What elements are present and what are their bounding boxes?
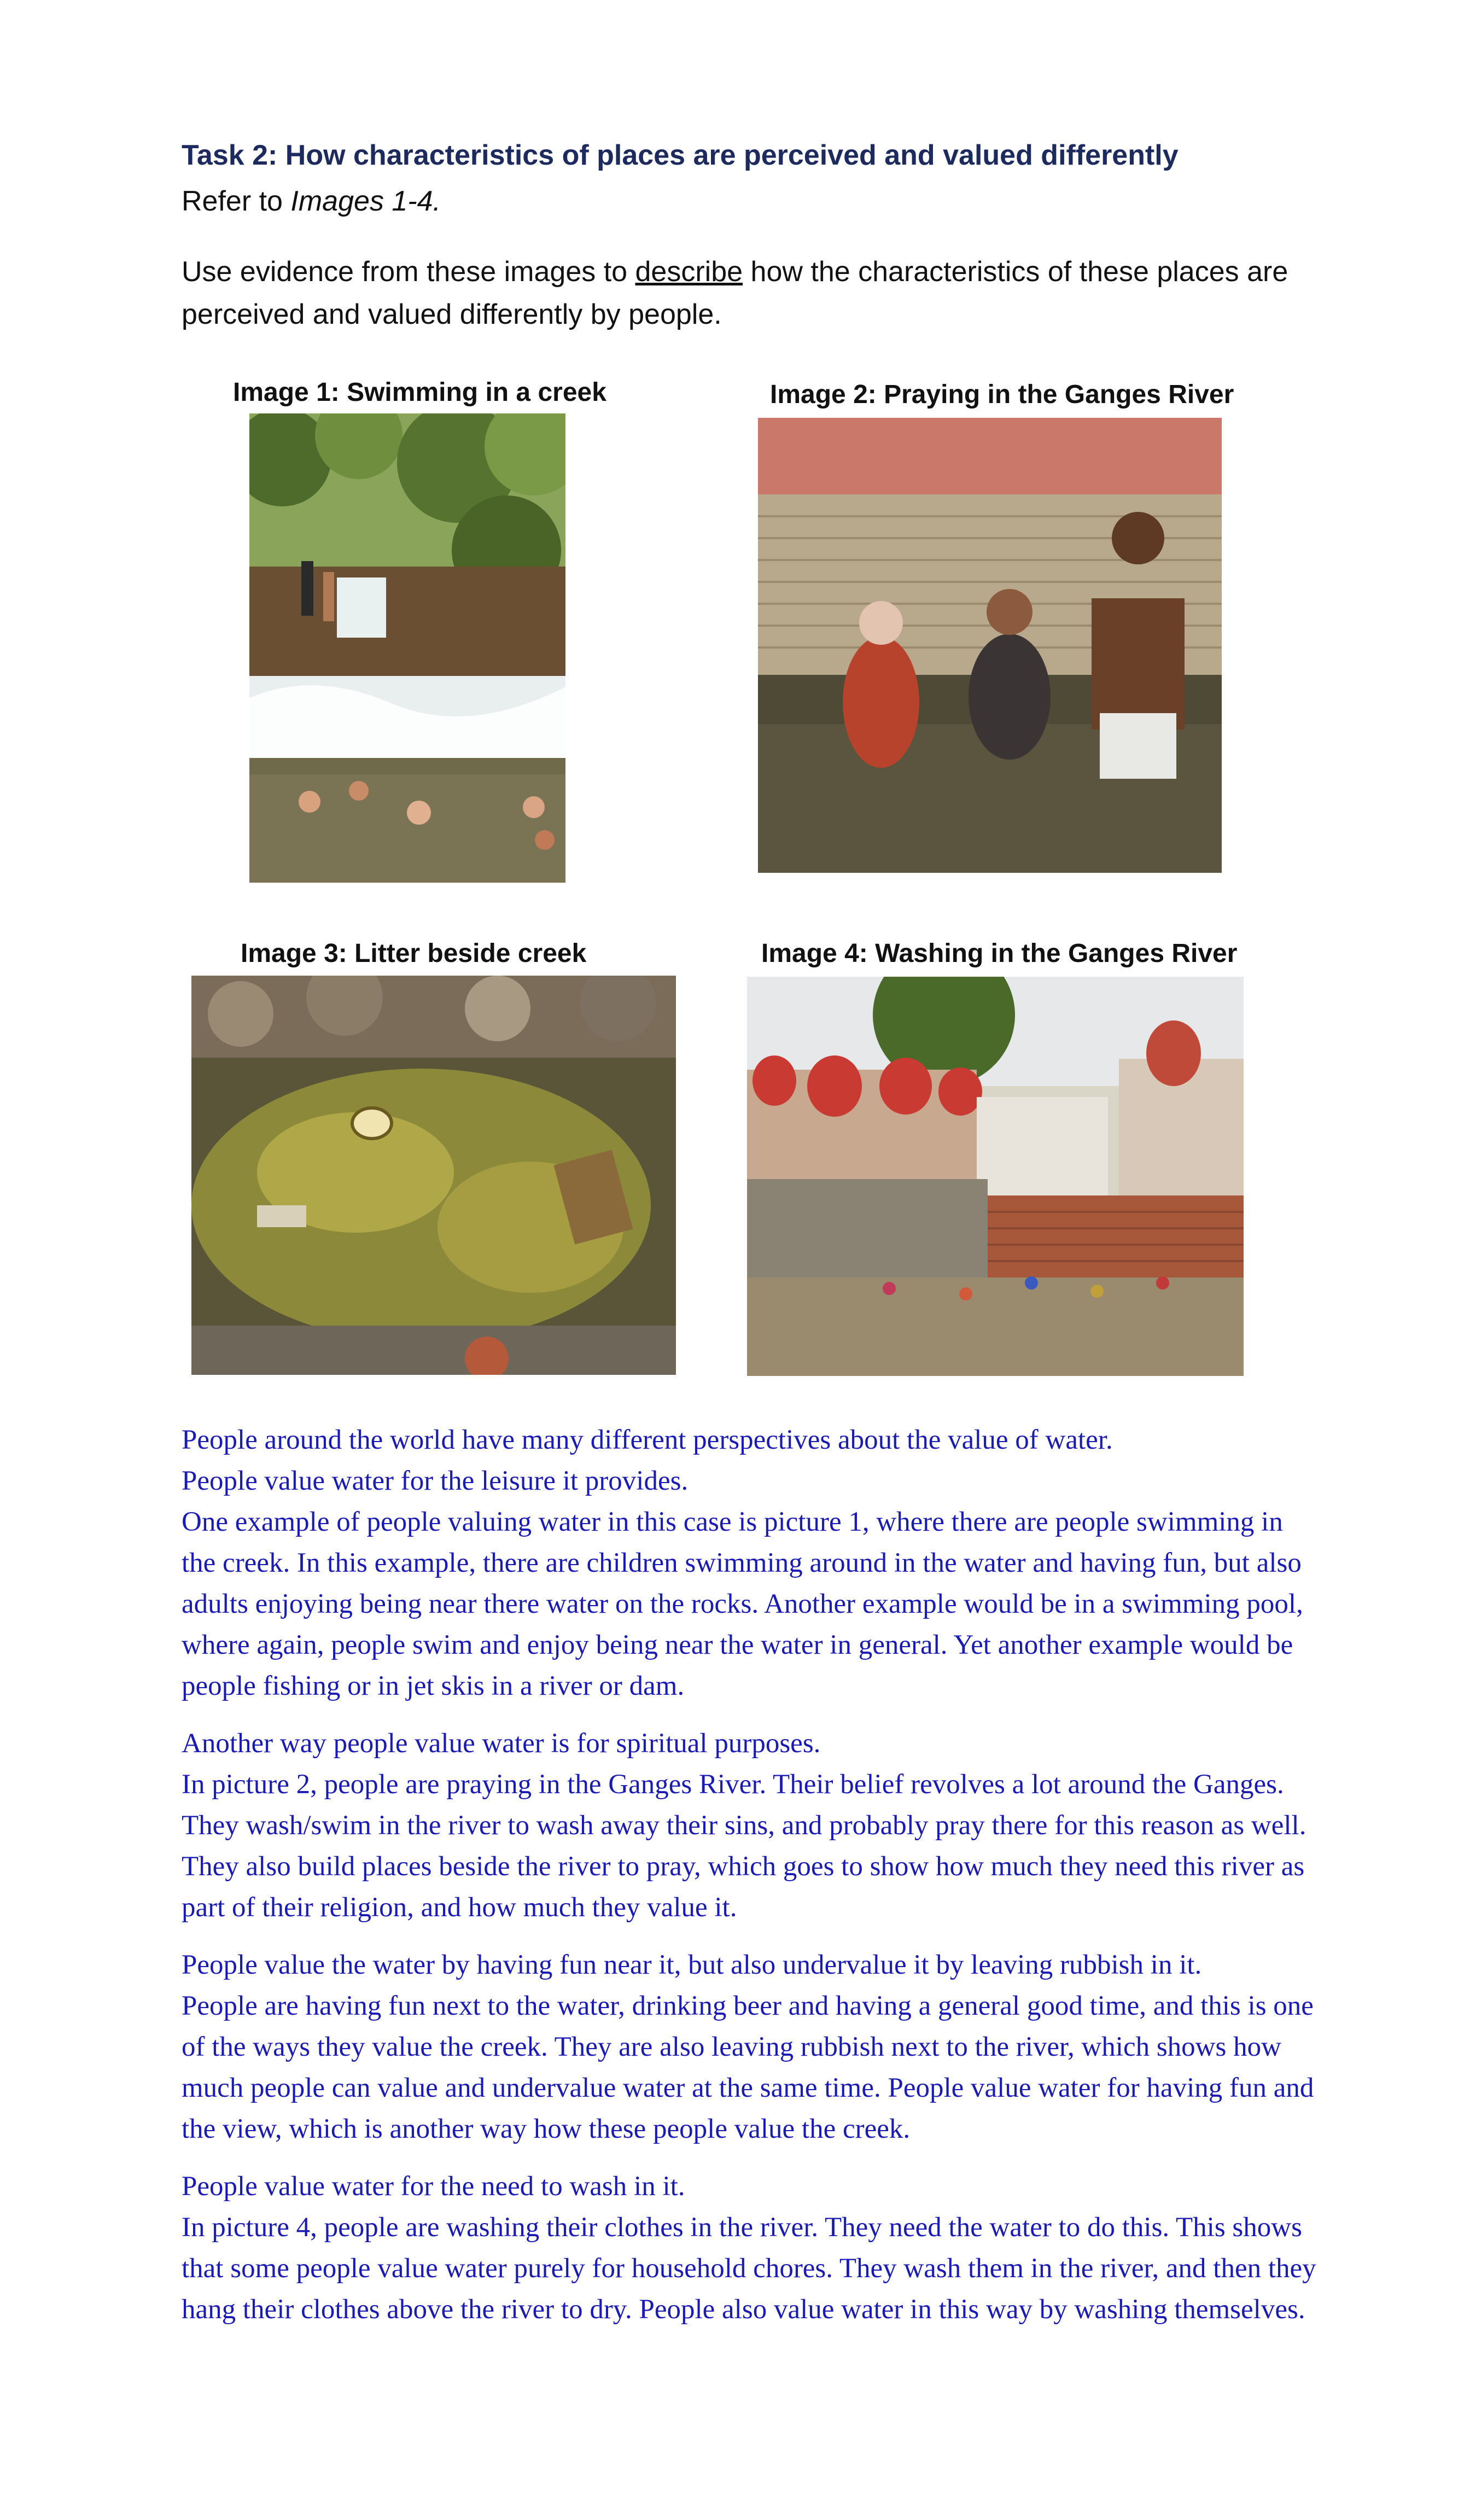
image-4-caption: Image 4: Washing in the Ganges River: [761, 939, 1238, 968]
instruction-keyword: describe: [635, 256, 743, 288]
image-2-praying-ganges-photo: [758, 418, 1222, 873]
task-instruction: [182, 250, 1303, 336]
image-3-litter-creek-photo: [191, 976, 676, 1375]
image-3-caption: Image 3: Litter beside creek: [241, 939, 587, 968]
answer-heading: People value the water by having fun near it, but also undervalue it by leaving rubbish in it.: [182, 1950, 1202, 1980]
answer-heading: People value water for the leisure it provides.: [182, 1466, 689, 1496]
image-1-swimming-creek-photo: [249, 413, 565, 883]
answer-body: In picture 4, people are washing their clothes in the river. They need the water to do this. This shows that some people value water purely for household chores. They wash them in the river, and then they hang their clothes above the river to dry. People also value water in this way by washing themselves.: [182, 2212, 1316, 2325]
refer-prefix: Refer to: [182, 185, 291, 217]
answer-body: In picture 2, people are praying in the Ganges River. Their belief revolves a lot around the Ganges. They wash/swim in the river to wash away their sins, and probably pray there for this reason as well. They also build places beside the river to pray, which goes to show how much they need this river as part of their religion, and how much they value it.: [182, 1769, 1306, 1923]
instruction-pre: Use evidence from these images to: [182, 256, 635, 288]
answer-heading: Another way people value water is for spiritual purposes.: [182, 1728, 821, 1759]
refer-images: Images 1-4.: [290, 185, 441, 217]
image-2-caption: Image 2: Praying in the Ganges River: [770, 380, 1234, 409]
student-answer: [182, 1420, 1319, 2330]
answer-body: People are having fun next to the water, drinking beer and having a general good time, and this is one of the ways they value the creek. They are also leaving rubbish next to the river, which shows how much people can value and undervalue water at the same time. People value water for having fun and the view, which is another way how these people value the creek.: [182, 1991, 1314, 2144]
instruction-post: how the characteristics of these places are perceived and valued differently by people.: [182, 256, 1288, 330]
image-1-caption: Image 1: Swimming in a creek: [233, 378, 606, 407]
answer-body: One example of people valuing water in this case is picture 1, where there are people swimming in the creek. In this example, there are children swimming around in the water and having fun, but also adults enjoying being near there water on the rocks. Another example would be in a swimming pool, where again, people swim and enjoy being near the water in general. Yet another example would be people fishing or in jet skis in a river or dam.: [182, 1507, 1303, 1701]
answer-heading: People value water for the need to wash in it.: [182, 2171, 685, 2202]
task-title: Task 2: How characteristics of places are perceived and valued differently: [182, 139, 1179, 171]
image-4-washing-ganges-photo: [747, 977, 1244, 1376]
answer-intro: People around the world have many different perspectives about the value of water.: [182, 1425, 1113, 1455]
refer-line: [182, 185, 441, 218]
